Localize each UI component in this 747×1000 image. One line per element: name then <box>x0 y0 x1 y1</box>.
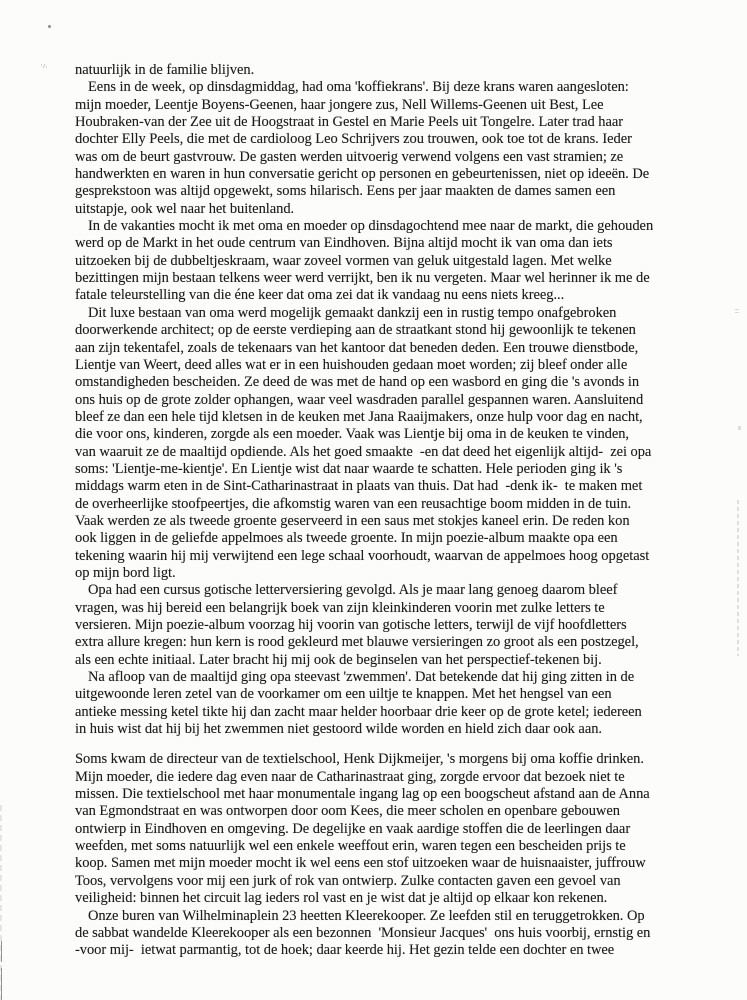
text-line: fatale teleurstelling van die éne keer dat oma zei dat ik vandaag nu eens niets kreeg... <box>75 287 565 304</box>
text-line: weefden, met soms natuurlijk wel een enkele weeffout erin, waren tegen een bescheiden prijs te <box>75 838 626 855</box>
text-line: ontwierp in Eindhoven en omgeving. De degelijke en vaak aardige stoffen die de leerlingen daar <box>75 820 631 837</box>
text-line: tekening waarin hij mij verwijtend een lege schaal voorhoudt, waarvan de appelmoes hoog opgetast <box>75 547 650 564</box>
text-line: handwerkten en waren in hun conversatie gericht op personen en gebeurtenissen, niet op ideeën. De <box>75 166 650 183</box>
text-line: de overheerlijke stoofpeertjes, die afkomstig waren van een reusachtige boom midden in de tuin. <box>75 495 632 512</box>
paragraph-block <box>75 751 699 959</box>
text-line: bleef ze dan een hele tijd kletsen in de keuken met Jana Raaijmakers, onze hulp voor dag en nacht, <box>75 408 643 425</box>
text-line: van Egmondstraat en was ontworpen door oom Kees, die meer scholen en openbare gebouwen <box>75 803 620 820</box>
document-text <box>75 62 699 960</box>
text-line: bezittingen mijn bestaan telkens weer werd verrijkt, ben ik nu vergeten. Maar wel herinner ik me de <box>75 270 650 287</box>
text-line: Mijn moeder, die iedere dag even naar de Catharinastraat ging, zorgde ervoor dat bezoek niet te <box>75 768 625 785</box>
scan-speck-icon <box>738 426 741 430</box>
text-line: werd op de Markt in het oude centrum van Eindhoven. Bijna altijd mocht ik van oma dan iets <box>75 235 613 252</box>
text-line: Soms kwam de directeur van de textielschool, Henk Dijkmeijer, 's morgens bij oma koffie drinken. <box>75 751 644 768</box>
text-line: mijn moeder, Leentje Boyens-Geenen, haar jongere zus, Nell Willems-Geenen uit Best, Lee <box>75 96 604 113</box>
text-line: Toos, vervolgens voor mij een jurk of rok van ontwierp. Zulke contacten gaven een gevoel van <box>75 872 621 889</box>
text-line: Vaak werden ze als tweede groente geserveerd in een saus met stokjes kaneel erin. De reden kon <box>75 512 630 529</box>
text-line: dochter Elly Peels, die met de cardioloog Leo Schrijvers zou trouwen, ook toe tot de krans. Ieder <box>75 131 632 148</box>
text-line: Na afloop van de maaltijd ging opa steevast 'zwemmen'. Dat betekende dat hij ging zitten in de <box>88 669 635 686</box>
text-line: koop. Samen met mijn moeder mocht ik wel eens een stof uitzoeken waar de huisnaaister, juffrouw <box>75 855 646 872</box>
text-line: soms: 'Lientje-me-kientje'. En Lientje wist dat naar waarde te schatten. Hele perioden ging ik 's <box>75 460 623 477</box>
text-line: als een echte initiaal. Later bracht hij mij ook de beginselen van het perspectief-tekenen bij. <box>75 651 602 668</box>
text-line: middags warm eten in de Sint-Catharinastraat in plaats van thuis. Dat had -denk ik- te maken met <box>75 478 643 495</box>
text-line: Dit luxe bestaan van oma werd mogelijk gemaakt dankzij een in rustig tempo onafgebroken <box>88 304 617 321</box>
text-line: antieke messing ketel tikte hij dan zacht maar helder hoorbaar drie keer op de grote ketel; iedereen <box>75 703 642 720</box>
scan-speck-icon <box>48 25 51 28</box>
text-line: natuurlijk in de familie blijven. <box>75 62 255 78</box>
text-line: Lientje van Weert, deed alles wat er in een huishouden gedaan moet worden; zij bleef onder alle <box>75 356 628 373</box>
text-line: extra allure kregen: hun kern is rood gekleurd met blauwe versieringen zo groot als een postzegel, <box>75 634 639 651</box>
text-line: omstandigheden bescheiden. Ze deed de was met de hand op een wasbord en ging die 's avonds in <box>75 374 640 391</box>
paragraph-block <box>75 62 699 738</box>
text-line: versieren. Mijn poezie-album voorzag hij voorin van gotische letters, terwijl de vijf hoofdletters <box>75 617 627 633</box>
text-line: Houbraken-van der Zee uit de Hoogstraat in Gestel en Marie Peels uit Tongelre. Later trad haar <box>75 114 624 131</box>
scan-tick-icon <box>41 64 47 68</box>
text-line: uitzoeken bij de dubbeltjeskraam, waar zoveel vormen van geluk uitgestald lagen. Met welke <box>75 252 612 269</box>
text-line: op mijn bord ligt. <box>75 564 176 581</box>
text-line: uitstapje, ook wel naar het buitenland. <box>75 200 295 217</box>
text-line: was om de beurt gastvrouw. De gasten werden uitvoerig verwend volgens een vast stramien; ze <box>75 148 624 165</box>
text-line: van waaruit ze de maaltijd opdiende. Als het goed smaakte -en dat deed het eigenlijk altijd- zei opa <box>75 443 652 460</box>
text-line: aan zijn tekentafel, zoals de tekenaars van het kantoor dat beneden deden. Een trouwe dienstbode, <box>75 339 639 356</box>
scan-speck-icon <box>735 309 739 314</box>
text-line: in huis wist dat hij bij het zwemmen niet gestoord wilde worden en hield zich daar ook aan. <box>75 721 602 738</box>
text-line: missen. Die textielschool met haar monumentale ingang lag op een boogscheut afstand aan de Anna <box>75 786 650 803</box>
text-line: gesprekstoon was altijd opgewekt, soms hilarisch. Eens per jaar maakten de dames samen een <box>75 183 616 200</box>
text-line: de sabbat wandelde Kleerekooper als een bezonnen 'Monsieur Jacques' ons huis voorbij, ernstig en <box>75 924 651 941</box>
text-line: doorwerkende architect; op de eerste verdieping aan de straatkant stond hij gewoonlijk te tekenen <box>75 322 636 339</box>
text-line: ons huis op de grote zolder ophangen, waar veel wasdraden parallel gespannen waren. Aansluitend <box>75 391 644 408</box>
text-line: In de vakanties mocht ik met oma en moeder op dinsdagochtend mee naar de markt, die gehouden <box>88 218 654 235</box>
text-line: ook liggen in de geliefde appelmoes als tweede groente. In mijn poezie-album maakte opa een <box>75 530 618 547</box>
scan-edge-artifact-left-dark <box>1 941 2 1000</box>
scan-edge-artifact-right <box>737 500 739 656</box>
text-line: Eens in de week, op dinsdagmiddag, had oma 'koffiekrans'. Bij deze krans waren aangesloten: <box>88 79 629 96</box>
text-line: uitgewoonde leren zetel van de voorkamer om een uiltje te knappen. Met het hengsel van een <box>75 686 612 703</box>
text-line: -voor mij- ietwat parmantig, tot de hoek; daar keerde hij. Het gezin telde een dochter en twee <box>75 942 615 959</box>
text-line: die voor ons, kinderen, zorgde als een moeder. Vaak was Lientje bij oma in de keuken te vinden, <box>75 426 630 443</box>
text-line: vragen, was hij bereid een belangrijk boek van zijn kleinkinderen voorin met zulke letters te <box>75 599 605 616</box>
text-line: Onze buren van Wilhelminaplein 23 heetten Kleerekooper. Ze leefden stil en teruggetrokken. Op <box>88 907 645 924</box>
text-line: Opa had een cursus gotische letterversiering gevolgd. Als je maar lang genoeg daarom bleef <box>88 582 618 599</box>
text-line: veiligheid: binnen het circuit lag ieders rol vast en je wist dat je altijd op elkaar kon rekenen. <box>75 890 608 907</box>
